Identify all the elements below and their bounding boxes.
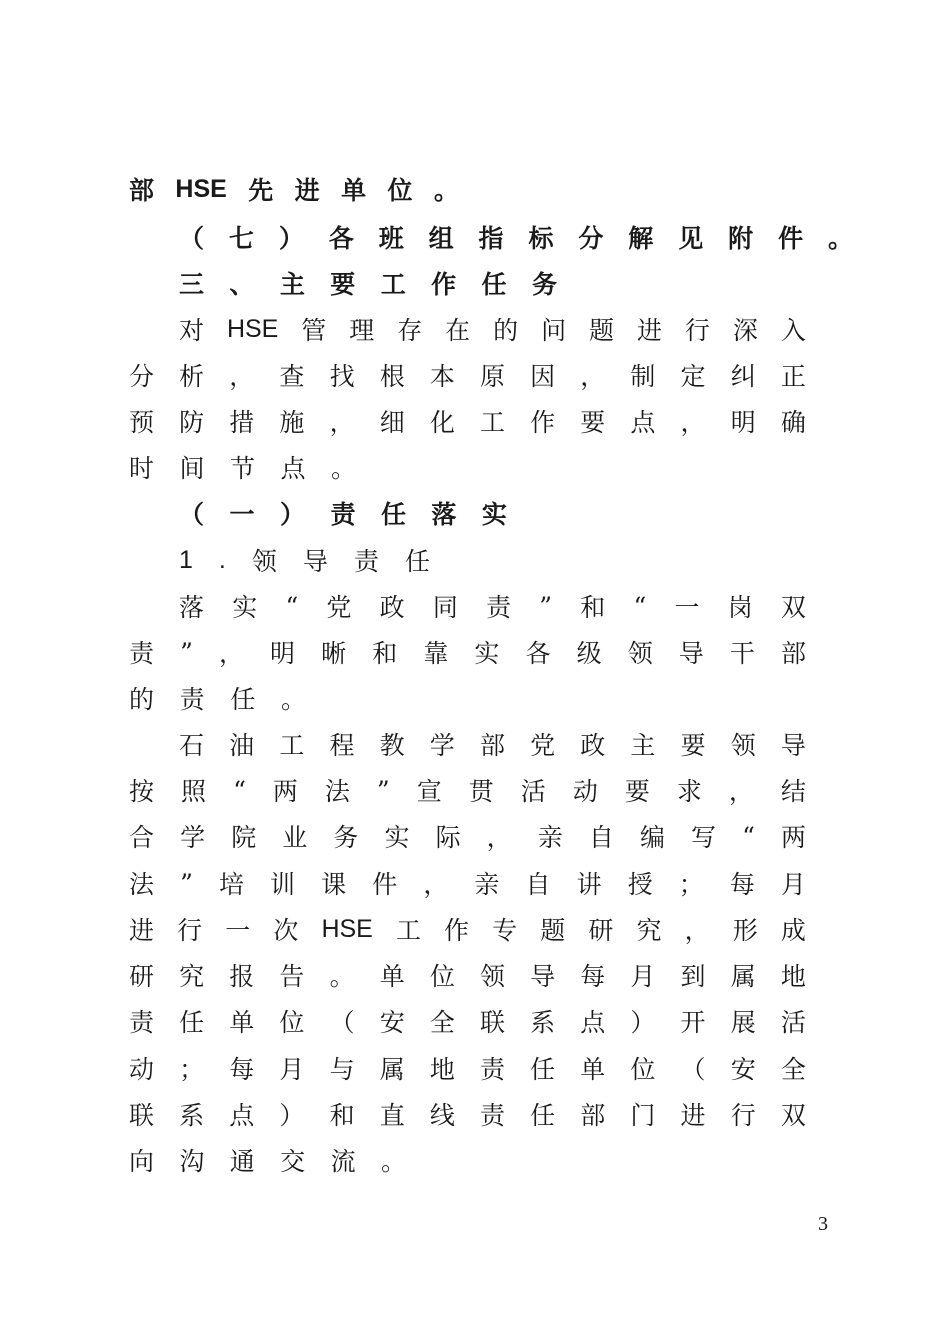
text-char: 自 — [525, 870, 551, 899]
text-char: ， — [486, 823, 512, 852]
text-char: 安 — [379, 1008, 405, 1037]
text-char: “ — [633, 591, 647, 621]
text-char: 油 — [229, 731, 255, 760]
text-char: 院 — [231, 823, 257, 852]
text-char: 节 — [229, 454, 255, 483]
text-char: 作 — [530, 408, 556, 437]
text-char: 安 — [730, 1055, 756, 1084]
text-char: 交 — [280, 1147, 306, 1176]
text-char: 制 — [630, 362, 656, 391]
text-char: 班 — [378, 224, 404, 253]
text-char: 行 — [730, 1101, 756, 1130]
item-heading — [179, 537, 430, 583]
text-char: 务 — [531, 270, 557, 299]
text-line-14 — [129, 767, 806, 813]
text-char: 、 — [229, 270, 255, 299]
text-char: 进 — [129, 916, 155, 945]
text-char: 主 — [279, 270, 305, 299]
text-char: 预 — [129, 408, 155, 437]
text-char: 展 — [730, 1008, 756, 1037]
text-char: 责 — [479, 1055, 505, 1084]
text-char: 党 — [530, 731, 556, 760]
text-char: 要 — [680, 731, 706, 760]
text-line-11 — [129, 629, 806, 675]
text-char: 附 — [728, 224, 754, 253]
text-line-17 — [129, 906, 806, 952]
text-line-18 — [129, 952, 806, 998]
text-char: （ — [329, 1008, 355, 1037]
text-char: 根 — [379, 362, 405, 391]
text-char: 告 — [279, 962, 305, 991]
text-char: 沟 — [179, 1147, 205, 1176]
text-char: 原 — [479, 362, 505, 391]
text-char: 究 — [179, 962, 205, 991]
text-char: 学 — [180, 823, 206, 852]
text-char: . — [218, 545, 226, 574]
text-char: （ — [179, 500, 205, 529]
text-char: 实 — [474, 639, 500, 668]
text-line-2 — [179, 214, 853, 260]
text-char: 位 — [429, 962, 455, 991]
text-char: 责 — [486, 593, 512, 622]
text-char: 责 — [179, 685, 205, 714]
text-char: 每 — [729, 870, 755, 899]
text-char: 一 — [229, 500, 255, 529]
text-char: 培 — [218, 870, 244, 899]
text-char: 。 — [330, 454, 356, 483]
text-char: ， — [329, 408, 355, 437]
text-char: “ — [233, 775, 246, 805]
text-line-13 — [179, 721, 806, 767]
text-char: 入 — [780, 316, 806, 345]
text-char: 和 — [329, 1101, 355, 1130]
text-char: 部 — [129, 176, 155, 205]
text-char: 党 — [326, 593, 352, 622]
text-char: 两 — [780, 823, 806, 852]
text-char: 双 — [780, 593, 806, 622]
text-char: 一 — [674, 593, 700, 622]
text-char: 动 — [572, 777, 598, 806]
text-char: 见 — [678, 224, 704, 253]
text-char: 各 — [328, 224, 354, 253]
text-char: 进 — [294, 176, 320, 205]
text-char: 程 — [329, 731, 355, 760]
text-char: 落 — [179, 593, 205, 622]
text-char: 系 — [179, 1101, 205, 1130]
text-char: 任 — [530, 1101, 556, 1130]
text-char: 时 — [129, 454, 155, 483]
text-char: 专 — [492, 916, 518, 945]
text-char: 对 — [179, 316, 205, 345]
text-char: 本 — [429, 362, 455, 391]
text-char: 细 — [379, 408, 405, 437]
text-char: 分 — [129, 362, 155, 391]
text-char: 任 — [230, 685, 256, 714]
text-char: 领 — [627, 639, 653, 668]
text-char: “ — [742, 821, 755, 851]
text-char: 要 — [330, 270, 356, 299]
text-char: 措 — [229, 408, 255, 437]
text-char: ， — [229, 362, 255, 391]
text-char: 位 — [279, 1008, 305, 1037]
text-char: 双 — [780, 1101, 806, 1130]
text-char: 责 — [330, 500, 356, 529]
text-line-20 — [129, 1045, 806, 1091]
text-char: 指 — [478, 224, 504, 253]
text-char: 化 — [429, 408, 455, 437]
text-line-5 — [129, 352, 806, 398]
text-char: 标 — [528, 224, 554, 253]
text-char: 主 — [630, 731, 656, 760]
text-char: 理 — [349, 316, 375, 345]
text-char: 亲 — [474, 870, 500, 899]
text-char: 导 — [302, 547, 328, 576]
text-char: 动 — [129, 1055, 155, 1084]
text-char: 明 — [270, 639, 296, 668]
text-char: 与 — [329, 1055, 355, 1084]
text-char: 照 — [181, 777, 207, 806]
text-char: 责 — [353, 547, 379, 576]
text-line-10 — [179, 583, 806, 629]
text-char: 单 — [229, 1008, 255, 1037]
subsection-heading — [179, 490, 507, 536]
text-char: 贯 — [468, 777, 494, 806]
text-char: 干 — [729, 639, 755, 668]
text-char: 全 — [429, 1008, 455, 1037]
text-char: 课 — [321, 870, 347, 899]
text-line-19 — [129, 998, 806, 1044]
text-char: 地 — [780, 962, 806, 991]
text-char: “ — [285, 591, 299, 621]
text-char: 开 — [680, 1008, 706, 1037]
text-char: ） — [279, 1101, 305, 1130]
text-char: 实 — [384, 823, 410, 852]
text-char: 写 — [691, 823, 717, 852]
text-char: 次 — [273, 916, 299, 945]
text-char: ， — [580, 362, 606, 391]
text-line-16 — [129, 860, 806, 906]
text-char: 务 — [333, 823, 359, 852]
text-char: 。 — [433, 176, 459, 205]
text-char: 流 — [330, 1147, 356, 1176]
text-char: 亲 — [537, 823, 563, 852]
text-char: 。 — [380, 1147, 406, 1176]
text-char: 查 — [279, 362, 305, 391]
text-char: 位 — [387, 176, 413, 205]
text-char: 单 — [580, 1055, 606, 1084]
text-char: 教 — [379, 731, 405, 760]
text-char: 自 — [588, 823, 614, 852]
text-char: 到 — [680, 962, 706, 991]
text-char: ， — [680, 408, 706, 437]
text-char: 政 — [580, 731, 606, 760]
text-char: 学 — [429, 731, 455, 760]
text-char: ， — [728, 777, 754, 806]
text-char: 属 — [379, 1055, 405, 1084]
text-char: 责 — [479, 1101, 505, 1130]
text-char: 件 — [372, 870, 398, 899]
page-number: 3 — [818, 1213, 828, 1235]
text-char: HSE — [226, 314, 279, 343]
text-line-4 — [179, 306, 806, 352]
text-char: 先 — [248, 176, 274, 205]
text-char: （ — [680, 1055, 706, 1084]
text-line-7 — [129, 444, 356, 490]
text-char: 。 — [280, 685, 306, 714]
text-char: 单 — [379, 962, 405, 991]
text-char: 编 — [639, 823, 665, 852]
text-char: 联 — [479, 1008, 505, 1037]
text-char: 工 — [395, 916, 421, 945]
text-char: 领 — [479, 962, 505, 991]
text-char: 三 — [179, 270, 205, 299]
text-char: 深 — [732, 316, 758, 345]
text-char: 工 — [279, 731, 305, 760]
text-char: 每 — [580, 962, 606, 991]
text-char: 的 — [493, 316, 519, 345]
text-char: 管 — [301, 316, 327, 345]
text-char: 业 — [282, 823, 308, 852]
text-char: 地 — [429, 1055, 455, 1084]
text-char: （ — [179, 224, 205, 253]
text-char: 行 — [684, 316, 710, 345]
text-char: 全 — [780, 1055, 806, 1084]
text-char: 作 — [431, 270, 457, 299]
text-char: 题 — [540, 916, 566, 945]
text-line-12 — [129, 675, 306, 721]
text-char: ， — [684, 916, 710, 945]
text-line-15 — [129, 813, 806, 859]
text-char: 形 — [732, 916, 758, 945]
text-char: 法 — [324, 777, 350, 806]
text-char: 每 — [229, 1055, 255, 1084]
text-char: 合 — [129, 823, 155, 852]
text-char: 题 — [589, 316, 615, 345]
text-char: 责 — [129, 1008, 155, 1037]
text-char: 。 — [329, 962, 355, 991]
text-char: 进 — [636, 316, 662, 345]
text-char: 部 — [479, 731, 505, 760]
text-char: 部 — [780, 639, 806, 668]
text-char: 组 — [428, 224, 454, 253]
text-char: 点 — [229, 1101, 255, 1130]
text-char: 七 — [228, 224, 254, 253]
text-char: 点 — [630, 408, 656, 437]
text-char: 因 — [530, 362, 556, 391]
text-char: 和 — [580, 593, 606, 622]
text-line-1 — [129, 166, 459, 212]
text-char: 存 — [397, 316, 423, 345]
text-char: 一 — [225, 916, 251, 945]
text-char: 正 — [780, 362, 806, 391]
text-char: 宣 — [416, 777, 442, 806]
text-char: 间 — [179, 454, 205, 483]
text-char: 月 — [630, 962, 656, 991]
text-char: 领 — [251, 547, 277, 576]
text-char: ； — [179, 1055, 205, 1084]
text-char: 讲 — [576, 870, 602, 899]
text-char: 工 — [479, 408, 505, 437]
text-char: 部 — [580, 1101, 606, 1130]
text-char: 月 — [780, 870, 806, 899]
text-char: ； — [678, 870, 704, 899]
text-char: 作 — [444, 916, 470, 945]
text-char: ， — [218, 639, 244, 668]
text-char: 明 — [730, 408, 756, 437]
text-char: 向 — [129, 1147, 155, 1176]
text-char: 究 — [636, 916, 662, 945]
text-char: 两 — [272, 777, 298, 806]
text-char: 落 — [431, 500, 457, 529]
text-char: 工 — [380, 270, 406, 299]
text-char: ） — [278, 224, 304, 253]
text-char: 法 — [129, 870, 155, 899]
text-char: ） — [630, 1008, 656, 1037]
text-char: 1 — [179, 545, 193, 574]
text-char: 求 — [676, 777, 702, 806]
text-char: 位 — [630, 1055, 656, 1084]
text-char: 石 — [179, 731, 205, 760]
text-char: 结 — [780, 777, 806, 806]
text-char: 月 — [279, 1055, 305, 1084]
text-char: ” — [376, 775, 390, 805]
text-char: HSE — [175, 174, 227, 203]
text-char: 找 — [329, 362, 355, 391]
text-char: 系 — [530, 1008, 556, 1037]
text-char: 训 — [270, 870, 296, 899]
text-char: 际 — [435, 823, 461, 852]
text-char: 成 — [780, 916, 806, 945]
text-char: 晰 — [321, 639, 347, 668]
text-char: 纠 — [730, 362, 756, 391]
section-heading — [179, 260, 557, 306]
text-char: 导 — [678, 639, 704, 668]
text-line-6 — [129, 398, 806, 444]
text-char: 各 — [525, 639, 551, 668]
text-char: 解 — [628, 224, 654, 253]
text-char: ， — [423, 870, 449, 899]
text-char: ） — [279, 500, 305, 529]
text-char: 任 — [404, 547, 430, 576]
text-char: 要 — [624, 777, 650, 806]
text-char: 线 — [429, 1101, 455, 1130]
text-char: HSE — [321, 914, 373, 943]
text-char: 在 — [445, 316, 471, 345]
text-char: 点 — [280, 454, 306, 483]
text-char: 问 — [541, 316, 567, 345]
text-char: 按 — [129, 777, 155, 806]
text-char: 通 — [229, 1147, 255, 1176]
text-char: 单 — [341, 176, 367, 205]
text-char: ” — [180, 868, 193, 898]
text-char: 的 — [129, 685, 155, 714]
text-char: 任 — [380, 500, 406, 529]
text-char: 进 — [680, 1101, 706, 1130]
text-char: 岗 — [727, 593, 753, 622]
text-char: 授 — [627, 870, 653, 899]
text-char: 责 — [129, 639, 155, 668]
text-char: 施 — [279, 408, 305, 437]
text-char: 和 — [372, 639, 398, 668]
text-char: 防 — [179, 408, 205, 437]
text-char: 要 — [580, 408, 606, 437]
text-char: 实 — [232, 593, 258, 622]
text-char: 靠 — [423, 639, 449, 668]
text-char: 门 — [630, 1101, 656, 1130]
text-char: 行 — [177, 916, 203, 945]
text-char: 分 — [578, 224, 604, 253]
text-char: 研 — [129, 962, 155, 991]
text-char: 属 — [730, 962, 756, 991]
text-char: 报 — [229, 962, 255, 991]
text-char: 政 — [379, 593, 405, 622]
text-char: 同 — [432, 593, 458, 622]
text-char: 点 — [580, 1008, 606, 1037]
text-char: 直 — [379, 1101, 405, 1130]
text-char: 定 — [680, 362, 706, 391]
text-char: 级 — [576, 639, 602, 668]
text-char: 。 — [827, 224, 853, 253]
text-char: ” — [539, 591, 553, 621]
text-line-21 — [129, 1091, 806, 1137]
text-char: 活 — [520, 777, 546, 806]
text-char: 领 — [730, 731, 756, 760]
text-char: 实 — [481, 500, 507, 529]
text-char: 活 — [780, 1008, 806, 1037]
text-char: 联 — [129, 1101, 155, 1130]
text-char: 析 — [179, 362, 205, 391]
text-char: 导 — [530, 962, 556, 991]
text-char: 确 — [780, 408, 806, 437]
text-char: 任 — [530, 1055, 556, 1084]
text-char: ” — [180, 637, 193, 667]
text-char: 任 — [179, 1008, 205, 1037]
text-char: 任 — [481, 270, 507, 299]
text-char: 研 — [588, 916, 614, 945]
text-char: 导 — [780, 731, 806, 760]
text-char: 件 — [778, 224, 804, 253]
text-line-22 — [129, 1137, 406, 1183]
